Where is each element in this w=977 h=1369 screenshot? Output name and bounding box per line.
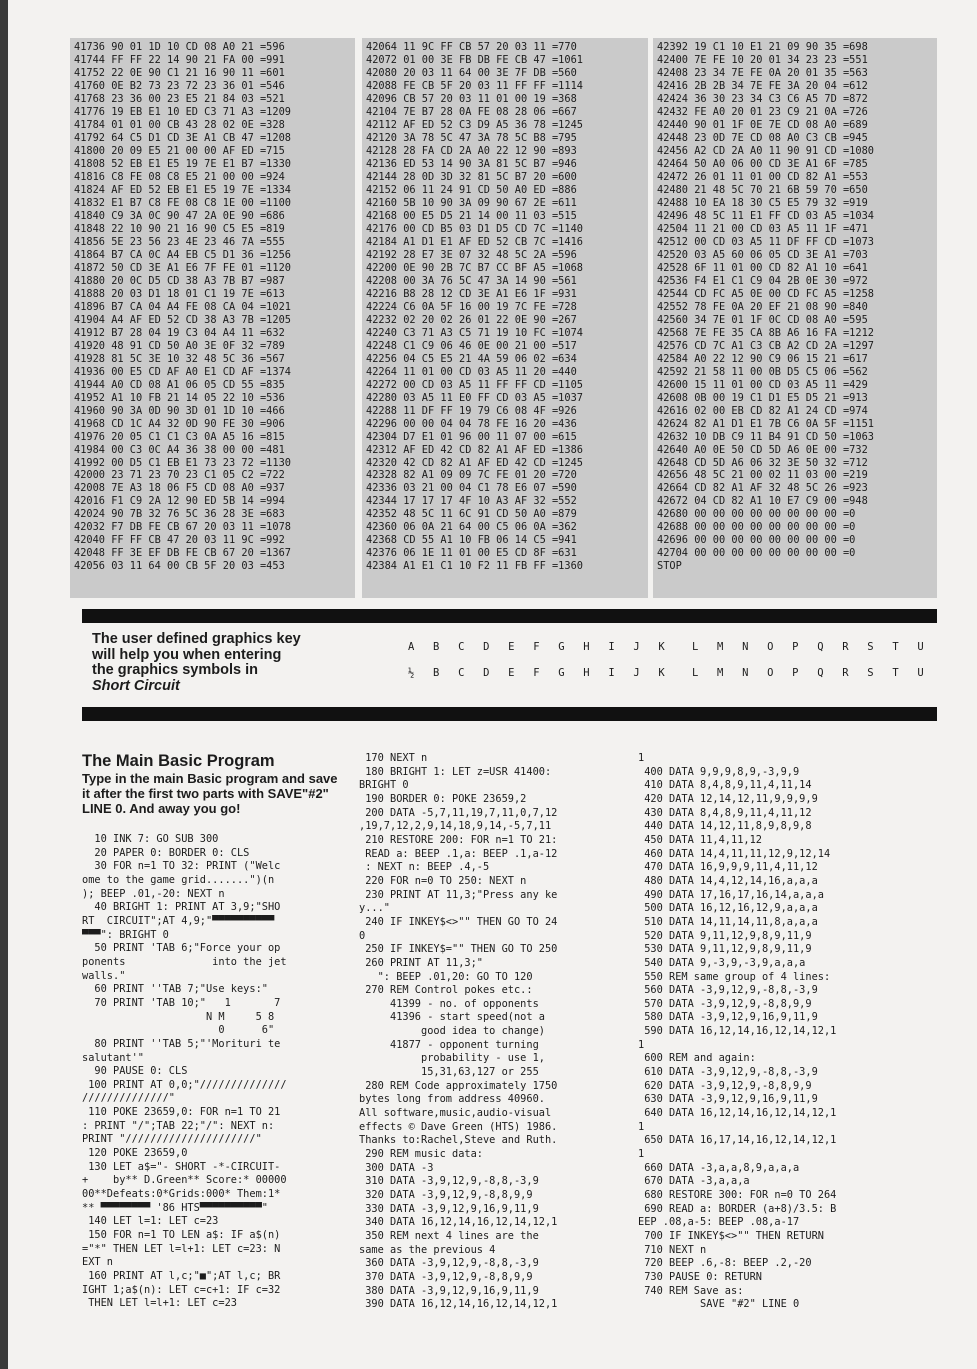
listing-line: 42544 CD FC A5 0E 00 CD FC A5 =1258 — [657, 287, 874, 300]
listing-line: 42704 00 00 00 00 00 00 00 00 =0 — [657, 547, 856, 560]
listing-line: 42072 01 00 3E FB DB FE CB 47 =1061 — [366, 53, 583, 66]
listing-line: ▀▀▀": BRIGHT 0 — [82, 928, 169, 941]
listing-line: 540 DATA 9,-3,9,-3,9,a,a,a — [638, 956, 806, 969]
divider-bar-top — [82, 609, 937, 623]
listing-line: 42600 15 11 01 00 CD 03 A5 11 =429 — [657, 378, 868, 391]
listing-line: 42496 48 5C 11 E1 FF CD 03 A5 =1034 — [657, 209, 874, 222]
listing-line: effects © Dave Green (HTS) 1986. — [359, 1120, 558, 1133]
listing-line: 00**Defeats:0*Grids:000* Them:1* — [82, 1188, 281, 1201]
listing-line: 590 DATA 16,12,14,16,12,14,12,1 — [638, 1025, 837, 1038]
listing-line: 410 DATA 8,4,8,9,11,4,11,14 — [638, 779, 812, 792]
listing-line: ": BEEP .01,20: GO TO 120 — [359, 970, 533, 983]
listing-line: 90 PAUSE 0: CLS — [82, 1065, 188, 1078]
listing-line: THEN LET l=l+1: LET c=23 — [82, 1297, 237, 1310]
listing-line: 42624 82 A1 D1 E1 7B C6 0A 5F =1151 — [657, 417, 874, 430]
listing-line: 200 DATA -5,7,11,19,7,11,0,7,12 — [359, 806, 558, 819]
listing-line: 120 POKE 23659,0 — [82, 1147, 188, 1160]
listing-line: same as the previous 4 — [359, 1243, 496, 1256]
listing-line: 42160 5B 10 90 3A 09 90 67 2E =611 — [366, 196, 577, 209]
listing-line: 42456 A2 CD 2A A0 11 90 91 CD =1080 — [657, 144, 874, 157]
listing-line: 41856 5E 23 56 23 4E 23 46 7A =555 — [74, 235, 285, 248]
listing-line: 300 DATA -3 — [359, 1161, 434, 1174]
listing-line: 42568 7E FE 35 CA 8B A6 16 FA =1212 — [657, 326, 874, 339]
listing-line: 42392 19 C1 10 E1 21 09 90 35 =698 — [657, 41, 868, 53]
listing-line: 680 RESTORE 300: FOR n=0 TO 264 — [638, 1189, 837, 1201]
listing-line: 450 DATA 11,4,11,12 — [638, 833, 762, 846]
listing-line: STOP — [657, 560, 682, 573]
listing-line: 160 PRINT AT l,c;"■";AT l,c; BR — [82, 1270, 281, 1282]
listing-line: 500 DATA 16,12,16,12,9,a,a,a — [638, 902, 818, 915]
listing-line: 42472 26 01 11 01 00 CD 82 A1 =553 — [657, 170, 868, 183]
listing-line: 80 PRINT ''TAB 5;"'Morituri te — [82, 1037, 281, 1050]
listing-line: 1 — [638, 1148, 645, 1161]
listing-line: 42280 03 A5 11 E0 FF CD 03 A5 =1037 — [366, 391, 583, 404]
listing-line: READ a: BEEP .1,a: BEEP .1,a-12 — [359, 847, 558, 860]
listing-line: 600 REM and again: — [638, 1052, 756, 1065]
listing-line: 42128 28 FA CD 2A A0 22 12 90 =893 — [366, 144, 577, 157]
listing-line: 42064 11 9C FF CB 57 20 03 11 =770 — [366, 41, 577, 53]
listing-line: 360 DATA -3,9,12,9,-8,8,-3,9 — [359, 1257, 539, 1270]
listing-line: 480 DATA 14,4,12,14,16,a,a,a — [638, 874, 818, 887]
listing-line: 1 — [638, 1038, 645, 1051]
listing-line: 42560 34 7E 01 1F 0C CD 08 A0 =595 — [657, 313, 868, 326]
listing-line: 42288 11 DF FF 19 79 C6 08 4F =926 — [366, 404, 577, 417]
listing-line: 41952 A1 10 FB 21 14 05 22 10 =536 — [74, 391, 285, 404]
listing-line: 42680 00 00 00 00 00 00 00 00 =0 — [657, 508, 856, 521]
listing-line: 42504 11 21 00 CD 03 A5 11 1F =471 — [657, 222, 868, 235]
listing-line: 42608 0B 00 19 C1 D1 E5 D5 21 =913 — [657, 391, 868, 404]
listing-line: 42152 06 11 24 91 CD 50 A0 ED =886 — [366, 183, 577, 196]
listing-line: 42192 28 E7 3E 07 32 48 5C 2A =596 — [366, 248, 577, 261]
listing-line: 42464 50 A0 06 00 CD 3E A1 6F =785 — [657, 157, 868, 170]
listing-line: 640 DATA 16,12,14,16,12,14,12,1 — [638, 1107, 837, 1120]
listing-line: 320 DATA -3,9,12,9,-8,8,9,9 — [359, 1189, 533, 1201]
listing-line: 42528 6F 11 01 00 CD 82 A1 10 =641 — [657, 261, 868, 274]
listing-line: 42576 CD 7C A1 C3 CB A2 CD 2A =1297 — [657, 339, 874, 352]
listing-line: 20 PAPER 0: BORDER 0: CLS — [82, 846, 250, 859]
listing-line: 42384 A1 E1 C1 10 F2 11 FB FF =1360 — [366, 560, 583, 573]
listing-line: 42296 00 00 04 04 78 FE 16 20 =436 — [366, 417, 577, 430]
listing-line: 42616 02 00 EB CD 82 A1 24 CD =974 — [657, 404, 868, 417]
listing-line: 42512 00 CD 03 A5 11 DF FF CD =1073 — [657, 235, 874, 248]
listing-line: 41800 20 09 E5 21 00 00 AF ED =715 — [74, 144, 285, 157]
listing-line: 42168 00 E5 D5 21 14 00 11 03 =515 — [366, 209, 577, 222]
listing-line: All software,music,audio-visual — [359, 1107, 552, 1120]
listing-line: 41744 FF FF 22 14 90 21 FA 00 =991 — [74, 53, 285, 66]
listing-line: 370 DATA -3,9,12,9,-8,8,9,9 — [359, 1270, 533, 1283]
listing-line: 42200 0E 90 2B 7C B7 CC BF A5 =1068 — [366, 261, 583, 274]
listing-line: walls." — [82, 969, 126, 982]
listing-line: IGHT 1;a$(n): LET c=c+1: IF c=32 — [82, 1283, 281, 1296]
listing-line: 42304 D7 E1 01 96 00 11 07 00 =615 — [366, 430, 577, 443]
listing-line: 41864 B7 CA 0C A4 EB C5 D1 36 =1256 — [74, 248, 291, 261]
listing-line: 42248 C1 C9 06 46 0E 00 21 00 =517 — [366, 339, 577, 352]
listing-line: 41824 AF ED 52 EB E1 E5 19 7E =1334 — [74, 183, 291, 196]
listing-line: 310 DATA -3,9,12,9,-8,8,-3,9 — [359, 1175, 539, 1188]
listing-line: 42216 B8 28 12 CD 3E A1 E6 1F =931 — [366, 287, 577, 300]
listing-line: 670 DATA -3,a,a,a — [638, 1175, 750, 1188]
listing-line: 610 DATA -3,9,12,9,-8,8,-3,9 — [638, 1066, 818, 1079]
listing-line: 0 6" — [82, 1024, 275, 1037]
listing-line: 42520 03 A5 60 06 05 CD 3E A1 =703 — [657, 248, 868, 261]
listing-line: y..." — [359, 902, 390, 915]
main-program-subtitle: Type in the main Basic program and save it after the first two parts with SAVE"#2" LINE 0. And away you go! — [82, 771, 338, 817]
listing-line: 570 DATA -3,9,12,9,-8,8,9,9 — [638, 997, 812, 1010]
listing-line: 220 FOR n=0 TO 250: NEXT n — [359, 874, 527, 887]
listing-line: 42360 06 0A 21 64 00 C5 06 0A =362 — [366, 521, 577, 534]
listing-line: 41872 50 CD 3E A1 E6 7F FE 01 =1120 — [74, 261, 291, 274]
listing-line: 41816 C8 FE 08 C8 E5 21 00 00 =924 — [74, 170, 285, 183]
listing-line: 42208 00 3A 76 5C 47 3A 14 90 =561 — [366, 274, 577, 287]
listing-line: 41784 01 01 00 CB 43 28 02 0E =328 — [74, 118, 285, 131]
listing-line: good idea to change) — [359, 1025, 545, 1038]
listing-line: 42640 A0 0E 50 CD 5D A6 0E 00 =732 — [657, 443, 868, 456]
listing-line: 60 PRINT ''TAB 7;"Use keys:" — [82, 983, 268, 996]
listing-line: 350 REM next 4 lines are the — [359, 1229, 539, 1242]
listing-line: 42048 FF 3E EF DB FE CB 67 20 =1367 — [74, 547, 291, 560]
listing-line: 41832 E1 B7 C8 FE 08 C8 1E 00 =1100 — [74, 196, 291, 209]
listing-line: 42408 23 34 7E FE 0A 20 01 35 =563 — [657, 66, 868, 79]
listing-line: 41976 20 05 C1 C1 C3 0A A5 16 =815 — [74, 430, 285, 443]
listing-line: 110 POKE 23659,0: FOR n=1 TO 21 — [82, 1106, 281, 1119]
udg-caption-line: will help you when entering — [92, 646, 282, 663]
listing-line: 70 PRINT 'TAB 10;" 1 7 — [82, 996, 281, 1009]
listing-line: 50 PRINT 'TAB 6;"Force your op — [82, 942, 281, 955]
udg-keys-bottom-left: ½ B C D E F G H I J K — [408, 667, 671, 679]
listing-line: 380 DATA -3,9,12,9,16,9,11,9 — [359, 1284, 539, 1297]
listing-line: 330 DATA -3,9,12,9,16,9,11,9 — [359, 1202, 539, 1215]
listing-line: probability - use 1, — [359, 1052, 545, 1065]
listing-line: 530 DATA 9,11,12,9,8,9,11,9 — [638, 943, 812, 956]
listing-line: 280 REM Code approximately 1750 — [359, 1079, 558, 1092]
listing-line: 42320 42 CD 82 A1 AF ED 42 CD =1245 — [366, 456, 583, 469]
listing-line: 41984 00 C3 0C A4 36 38 00 00 =481 — [74, 443, 285, 456]
listing-line: 41760 0E B2 73 23 72 23 36 01 =546 — [74, 79, 285, 92]
listing-line: 41752 22 0E 90 C1 21 16 90 11 =601 — [74, 66, 285, 79]
listing-line: 420 DATA 12,14,12,11,9,9,9,9 — [638, 792, 818, 805]
listing-line: ome to the game grid.......")(n — [82, 873, 275, 886]
listing-line: RT CIRCUIT";AT 4,9;"▀▀▀▀▀▀▀▀▀▀ — [82, 914, 275, 927]
listing-line: 42584 A0 22 12 90 C9 06 15 21 =617 — [657, 352, 868, 365]
listing-line: 42376 06 1E 11 01 00 E5 CD 8F =631 — [366, 547, 577, 560]
listing-line: 42656 48 5C 21 00 02 11 03 00 =219 — [657, 469, 868, 482]
listing-line: 41736 90 01 1D 10 CD 08 A0 21 =596 — [74, 41, 285, 53]
listing-line: 41920 48 91 CD 50 A0 3E 0F 32 =789 — [74, 339, 285, 352]
listing-line: 42368 CD 55 A1 10 FB 06 14 C5 =941 — [366, 534, 577, 547]
listing-line: 42032 F7 DB FE CB 67 20 03 11 =1078 — [74, 521, 291, 534]
listing-line: 42176 00 CD B5 03 D1 D5 CD 7C =1140 — [366, 222, 583, 235]
udg-keys-bottom-right: L M N O P Q R S T U — [692, 667, 930, 679]
listing-line: 42592 21 58 11 00 0B D5 C5 06 =562 — [657, 365, 868, 378]
listing-line: 41968 CD 1C A4 32 0D 90 FE 30 =906 — [74, 417, 285, 430]
listing-line: 42400 7E FE 10 20 01 34 23 23 =551 — [657, 53, 868, 66]
udg-keys-top-left: A B C D E F G H I J K — [408, 641, 671, 653]
listing-line: 470 DATA 16,9,9,9,11,4,11,12 — [638, 861, 818, 874]
listing-line: ponents into the jet — [82, 955, 287, 968]
listing-line: 41960 90 3A 0D 90 3D 01 1D 10 =466 — [74, 404, 285, 417]
listing-line: 42336 03 21 00 04 C1 78 E6 07 =590 — [366, 482, 577, 495]
listing-line: 42000 23 71 23 70 23 C1 05 C2 =722 — [74, 469, 285, 482]
listing-line: bytes long from address 40960. — [359, 1093, 545, 1106]
listing-line: 42480 21 48 5C 70 21 6B 59 70 =650 — [657, 183, 868, 196]
listing-line: N M 5 8 — [82, 1010, 275, 1023]
listing-line: ); BEEP .01,-20: NEXT n — [82, 887, 225, 900]
listing-line: Thanks to:Rachel,Steve and Ruth. — [359, 1134, 558, 1147]
listing-line: 550 REM same group of 4 lines: — [638, 970, 831, 983]
listing-line: 42104 7E B7 28 0A FE 08 28 06 =667 — [366, 105, 577, 118]
listing-line: 660 DATA -3,a,a,8,9,a,a,a — [638, 1161, 800, 1174]
udg-caption-line: the graphics symbols in — [92, 662, 258, 678]
listing-line: 42440 90 01 1F 0E 7E CD 08 A0 =689 — [657, 118, 868, 131]
udg-caption-title: Short Circuit — [92, 677, 180, 694]
listing-line: BRIGHT 0 — [359, 779, 409, 792]
page-binding-edge — [0, 0, 8, 1369]
listing-line: 42688 00 00 00 00 00 00 00 00 =0 — [657, 521, 856, 534]
listing-line: 42240 C3 71 A3 C5 71 19 10 FC =1074 — [366, 326, 583, 339]
listing-line: 42144 28 0D 3D 32 81 5C B7 20 =600 — [366, 170, 577, 183]
listing-line: 42008 7E A3 18 06 F5 CD 08 A0 =937 — [74, 482, 285, 495]
listing-line: 42272 00 CD 03 A5 11 FF FF CD =1105 — [366, 378, 583, 391]
listing-line: 460 DATA 14,4,11,11,12,9,12,14 — [638, 847, 831, 860]
listing-line: 260 PRINT AT 11,3;" — [359, 956, 483, 969]
listing-line: 41848 22 10 90 21 16 90 C5 E5 =819 — [74, 222, 285, 235]
listing-line: 190 BORDER 0: POKE 23659,2 — [359, 792, 527, 805]
listing-line: + by** D.Green** Score:* 00000 — [82, 1174, 287, 1187]
listing-line: 41928 81 5C 3E 10 32 48 5C 36 =567 — [74, 352, 285, 365]
listing-line: 42488 10 EA 18 30 C5 E5 79 32 =919 — [657, 196, 868, 209]
listing-line: 390 DATA 16,12,14,16,12,14,12,1 — [359, 1298, 558, 1311]
listing-line: 41396 - start speed(not a — [359, 1011, 545, 1024]
listing-line: ,19,7,12,2,9,14,18,9,14,-5,7,11 — [359, 820, 552, 833]
listing-line: 41877 - opponent turning — [359, 1038, 539, 1051]
listing-line: 42136 ED 53 14 90 3A 81 5C B7 =946 — [366, 157, 577, 170]
listing-line: 210 RESTORE 200: FOR n=1 TO 21: — [359, 833, 558, 846]
listing-line: 42448 23 0D 7E CD 08 A0 C3 CB =945 — [657, 131, 868, 144]
listing-line: 42224 C6 0A 5F 16 00 19 7C FE =728 — [366, 300, 577, 313]
listing-line: 42256 04 C5 E5 21 4A 59 06 02 =634 — [366, 352, 577, 365]
listing-line: ="*" THEN LET l=l+1: LET c=23: N — [82, 1242, 281, 1255]
listing-line: PRINT "/////////////////////" — [82, 1133, 262, 1146]
listing-line: 270 REM Control pokes etc.: — [359, 984, 533, 997]
basic-listing-column-3 — [638, 752, 900, 1312]
main-program-title: The Main Basic Program — [82, 752, 275, 770]
listing-line: 42632 10 DB C9 11 B4 91 CD 50 =1063 — [657, 430, 874, 443]
listing-line: 150 FOR n=1 TO LEN a$: IF a$(n) — [82, 1229, 281, 1242]
listing-line: 42664 CD 82 A1 AF 32 48 5C 26 =923 — [657, 482, 868, 495]
listing-line: 630 DATA -3,9,12,9,16,9,11,9 — [638, 1093, 818, 1106]
listing-line: 710 NEXT n — [638, 1243, 707, 1256]
hex-listing-column-2 — [362, 38, 648, 598]
listing-line: 41776 19 EB E1 10 ED C3 71 A3 =1209 — [74, 105, 291, 118]
listing-line: 40 BRIGHT 1: PRINT AT 3,9;"SHO — [82, 901, 281, 914]
listing-line: 41768 23 36 00 23 E5 21 84 03 =521 — [74, 92, 285, 105]
listing-line: 42264 11 01 00 CD 03 A5 11 20 =440 — [366, 365, 577, 378]
listing-line: 290 REM music data: — [359, 1148, 483, 1161]
listing-line: 42536 F4 E1 C1 C9 04 2B 0E 30 =972 — [657, 274, 868, 287]
basic-listing-column-1 — [82, 833, 344, 1311]
listing-line: 42024 90 7B 32 76 5C 36 28 3E =683 — [74, 508, 285, 521]
hex-listing-column-3 — [653, 38, 937, 598]
listing-line: 440 DATA 14,12,11,8,9,8,9,8 — [638, 820, 812, 833]
listing-line: 740 REM Save as: — [638, 1284, 744, 1297]
listing-line: 41880 20 0C D5 CD 38 A3 7B B7 =987 — [74, 274, 285, 287]
listing-line: 42016 F1 C9 2A 12 90 ED 5B 14 =994 — [74, 495, 285, 508]
listing-line: EEP .08,a-5: BEEP .08,a-17 — [638, 1216, 800, 1229]
listing-line: 42080 20 03 11 64 00 3E 7F DB =560 — [366, 66, 577, 79]
listing-line: 42056 03 11 64 00 CB 5F 20 03 =453 — [74, 560, 285, 573]
listing-line: 15,31,63,127 or 255 — [359, 1066, 539, 1079]
listing-line: 42552 78 FE 0A 20 EF 21 08 90 =840 — [657, 300, 868, 313]
listing-line: 0 — [359, 929, 366, 942]
listing-line: 1 — [638, 1120, 645, 1133]
listing-line: 340 DATA 16,12,14,16,12,14,12,1 — [359, 1216, 558, 1229]
listing-line: 130 LET a$="- SHORT -*-CIRCUIT- — [82, 1160, 281, 1173]
hex-listing-column-1 — [70, 38, 355, 598]
listing-line: 170 NEXT n — [359, 752, 428, 764]
listing-line: 42120 3A 78 5C 47 3A 78 5C B8 =795 — [366, 131, 577, 144]
listing-line: 42112 AF ED 52 C3 D9 A5 36 78 =1245 — [366, 118, 583, 131]
listing-line: 100 PRINT AT 0,0;"////////////// — [82, 1078, 287, 1091]
listing-line: 560 DATA -3,9,12,9,-8,8,-3,9 — [638, 984, 818, 997]
listing-line: 620 DATA -3,9,12,9,-8,8,9,9 — [638, 1079, 812, 1092]
listing-line: 42232 02 20 02 26 01 22 0E 90 =267 — [366, 313, 577, 326]
udg-key-caption — [92, 632, 352, 694]
listing-line: 580 DATA -3,9,12,9,16,9,11,9 — [638, 1011, 818, 1024]
listing-line: : NEXT n: BEEP .4,-5 — [359, 861, 490, 874]
listing-line: //////////////" — [82, 1092, 175, 1105]
udg-keys-top-right: L M N O P Q R S T U — [692, 641, 930, 653]
listing-line: SAVE "#2" LINE 0 — [638, 1298, 800, 1311]
listing-line: 30 FOR n=1 TO 32: PRINT ("Welc — [82, 860, 281, 873]
listing-line: 41904 A4 AF ED 52 CD 38 A3 7B =1205 — [74, 313, 291, 326]
listing-line: 250 IF INKEY$="" THEN GO TO 250 — [359, 943, 558, 956]
listing-line: 41912 B7 28 04 19 C3 04 A4 11 =632 — [74, 326, 285, 339]
listing-line: 1 — [638, 752, 645, 764]
listing-line: 42432 FE A0 20 01 23 C9 21 0A =726 — [657, 105, 868, 118]
listing-line: 430 DATA 8,4,8,9,11,4,11,12 — [638, 806, 812, 819]
listing-line: 42184 A1 D1 E1 AF ED 52 CB 7C =1416 — [366, 235, 583, 248]
listing-line: 41808 52 EB E1 E5 19 7E E1 B7 =1330 — [74, 157, 291, 170]
listing-line: 41992 00 D5 C1 EB E1 73 23 72 =1130 — [74, 456, 291, 469]
listing-line: 730 PAUSE 0: RETURN — [638, 1270, 762, 1283]
listing-line: 690 READ a: BORDER (a+8)/3.5: B — [638, 1202, 837, 1215]
listing-line: 42344 17 17 17 4F 10 A3 AF 32 =552 — [366, 495, 577, 508]
listing-line: 41896 B7 CA 04 A4 FE 08 CA 04 =1021 — [74, 300, 291, 313]
listing-line: salutant'" — [82, 1051, 144, 1064]
listing-line: 42416 2B 2B 34 7E FE 3A 20 04 =612 — [657, 79, 868, 92]
listing-line: 42312 AF ED 42 CD 82 A1 AF ED =1386 — [366, 443, 583, 456]
listing-line: 10 INK 7: GO SUB 300 — [82, 833, 219, 845]
udg-caption-line: The user defined graphics key — [92, 631, 301, 647]
listing-line: 42352 48 5C 11 6C 91 CD 50 A0 =879 — [366, 508, 577, 521]
listing-line: 520 DATA 9,11,12,9,8,9,11,9 — [638, 929, 812, 942]
listing-line: 42696 00 00 00 00 00 00 00 00 =0 — [657, 534, 856, 547]
listing-line: EXT n — [82, 1256, 113, 1269]
listing-line: 650 DATA 16,17,14,16,12,14,12,1 — [638, 1134, 837, 1147]
basic-listing-column-2 — [359, 752, 629, 1312]
listing-line: 230 PRINT AT 11,3;"Press any ke — [359, 888, 558, 901]
listing-line: ** ▀▀▀▀▀▀▀▀ '86 HTS▀▀▀▀▀▀▀▀▀▀" — [82, 1201, 268, 1214]
listing-line: 41840 C9 3A 0C 90 47 2A 0E 90 =686 — [74, 209, 285, 222]
listing-line: 41936 00 E5 CD AF A0 E1 CD AF =1374 — [74, 365, 291, 378]
listing-line: 42648 CD 5D A6 06 32 3E 50 32 =712 — [657, 456, 868, 469]
listing-line: 41399 - no. of opponents — [359, 997, 539, 1010]
listing-line: 42672 04 CD 82 A1 10 E7 C9 00 =948 — [657, 495, 868, 508]
listing-line: 42328 82 A1 09 09 7C FE 01 20 =720 — [366, 469, 577, 482]
listing-line: 400 DATA 9,9,9,8,9,-3,9,9 — [638, 765, 800, 778]
listing-line: 700 IF INKEY$<>"" THEN RETURN — [638, 1229, 824, 1242]
listing-line: 490 DATA 17,16,17,16,14,a,a,a — [638, 888, 824, 901]
listing-line: 180 BRIGHT 1: LET z=USR 41400: — [359, 765, 552, 778]
listing-line: 41944 A0 CD 08 A1 06 05 CD 55 =835 — [74, 378, 285, 391]
listing-line: 42096 CB 57 20 03 11 01 00 19 =368 — [366, 92, 577, 105]
listing-line: 510 DATA 14,11,14,11,8,a,a,a — [638, 915, 818, 928]
listing-line: 41792 64 C5 D1 CD 3E A1 CB 47 =1208 — [74, 131, 291, 144]
divider-bar-bottom — [82, 707, 937, 721]
listing-line: 42088 FE CB 5F 20 03 11 FF FF =1114 — [366, 79, 583, 92]
listing-line: : PRINT "/";TAB 22;"/": NEXT n: — [82, 1119, 275, 1132]
listing-line: 720 BEEP .6,-8: BEEP .2,-20 — [638, 1257, 812, 1270]
listing-line: 140 LET l=1: LET c=23 — [82, 1215, 219, 1228]
listing-line: 42424 36 30 23 34 C3 C6 A5 7D =872 — [657, 92, 868, 105]
listing-line: 41888 20 03 D1 18 01 C1 19 7E =613 — [74, 287, 285, 300]
listing-line: 42040 FF FF CB 47 20 03 11 9C =992 — [74, 534, 285, 547]
listing-line: 240 IF INKEY$<>"" THEN GO TO 24 — [359, 915, 558, 928]
